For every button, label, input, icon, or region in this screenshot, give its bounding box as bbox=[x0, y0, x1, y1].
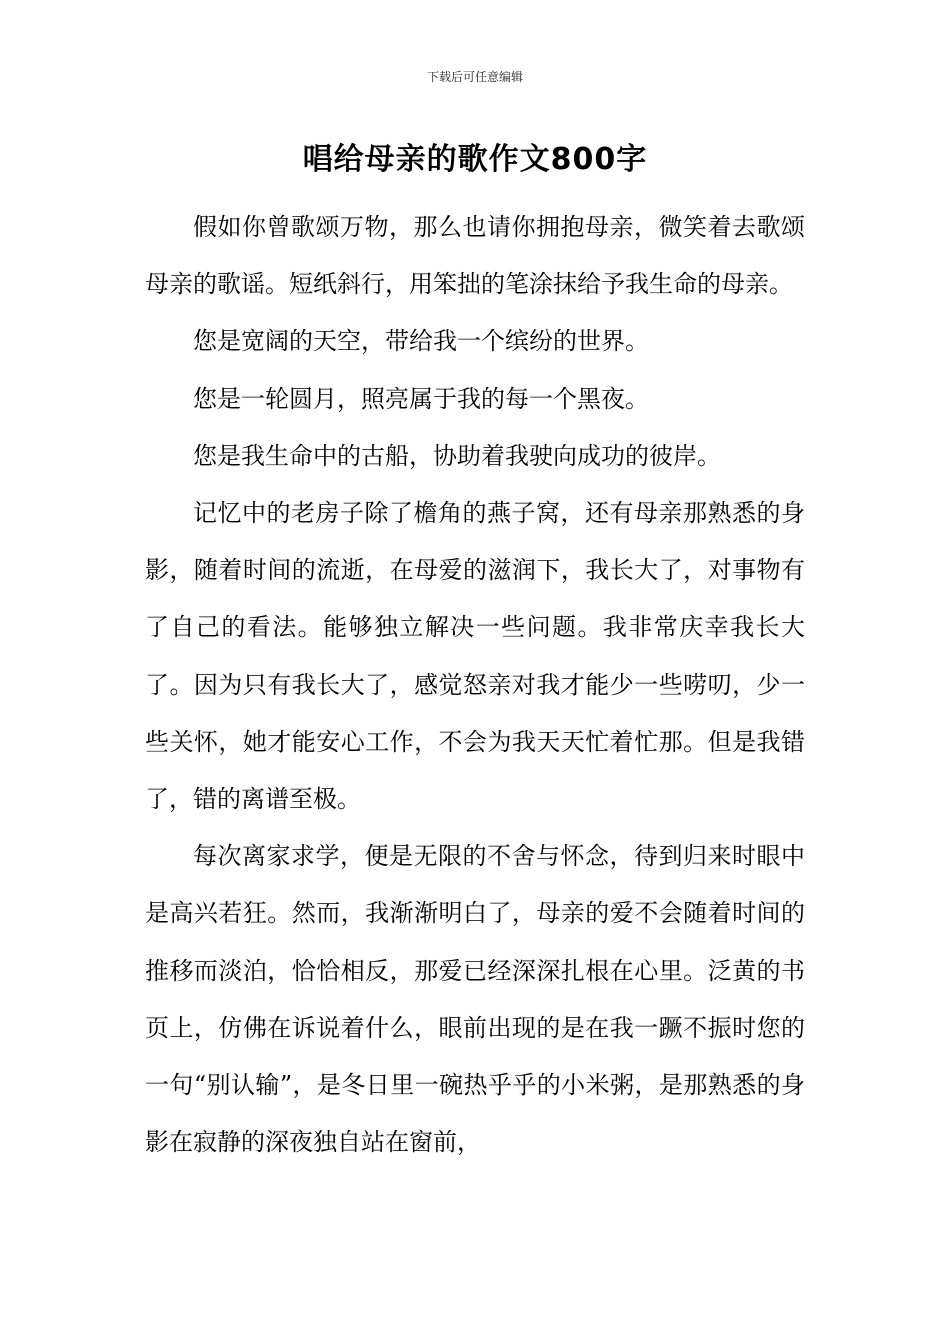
paragraph: 记忆中的老房子除了檐角的燕子窝，还有母亲那熟悉的身影，随着时间的流逝，在母爱的滋润下，我长大了，对事物有了自己的看法。能够独立解决一些问题。我非常庆幸我长大了。因为只有我长大了，感觉怒亲对我才能少一些唠叨，少一些关怀，她才能安心工作，不会为我天天忙着忙那。但是我错了，错的离谱至极。 bbox=[145, 499, 805, 814]
paragraph: 您是一轮圆月，照亮属于我的每一个黑夜。 bbox=[193, 384, 649, 413]
header-note: 下载后可任意编辑 bbox=[426, 70, 523, 84]
paragraph: 每次离家求学，便是无限的不舍与怀念，待到归来时眼中是高兴若狂。然而，我渐渐明白了，母亲的爱不会随着时间的推移而淡泊，恰恰相反，那爱已经深深扎根在心里。泛黄的书页上，仿佛在诉说着什么，眼前出现的是在我一蹶不振时您的一句“别认输”，是冬日里一碗热乎乎的小米粥，是那熟悉的身影在寂静的深夜独自站在窗前， bbox=[145, 842, 805, 1157]
paragraph: 您是我生命中的古船，协助着我驶向成功的彼岸。 bbox=[193, 441, 721, 470]
document-title: 唱给母亲的歌作文800字 bbox=[302, 142, 648, 177]
paragraph: 假如你曾歌颂万物，那么也请你拥抱母亲，微笑着去歌颂母亲的歌谣。短纸斜行，用笨拙的笔涂抹给予我生命的母亲。 bbox=[145, 213, 805, 299]
document-body bbox=[145, 199, 805, 1171]
paragraph: 您是宽阔的天空，带给我一个缤纷的世界。 bbox=[193, 327, 649, 356]
